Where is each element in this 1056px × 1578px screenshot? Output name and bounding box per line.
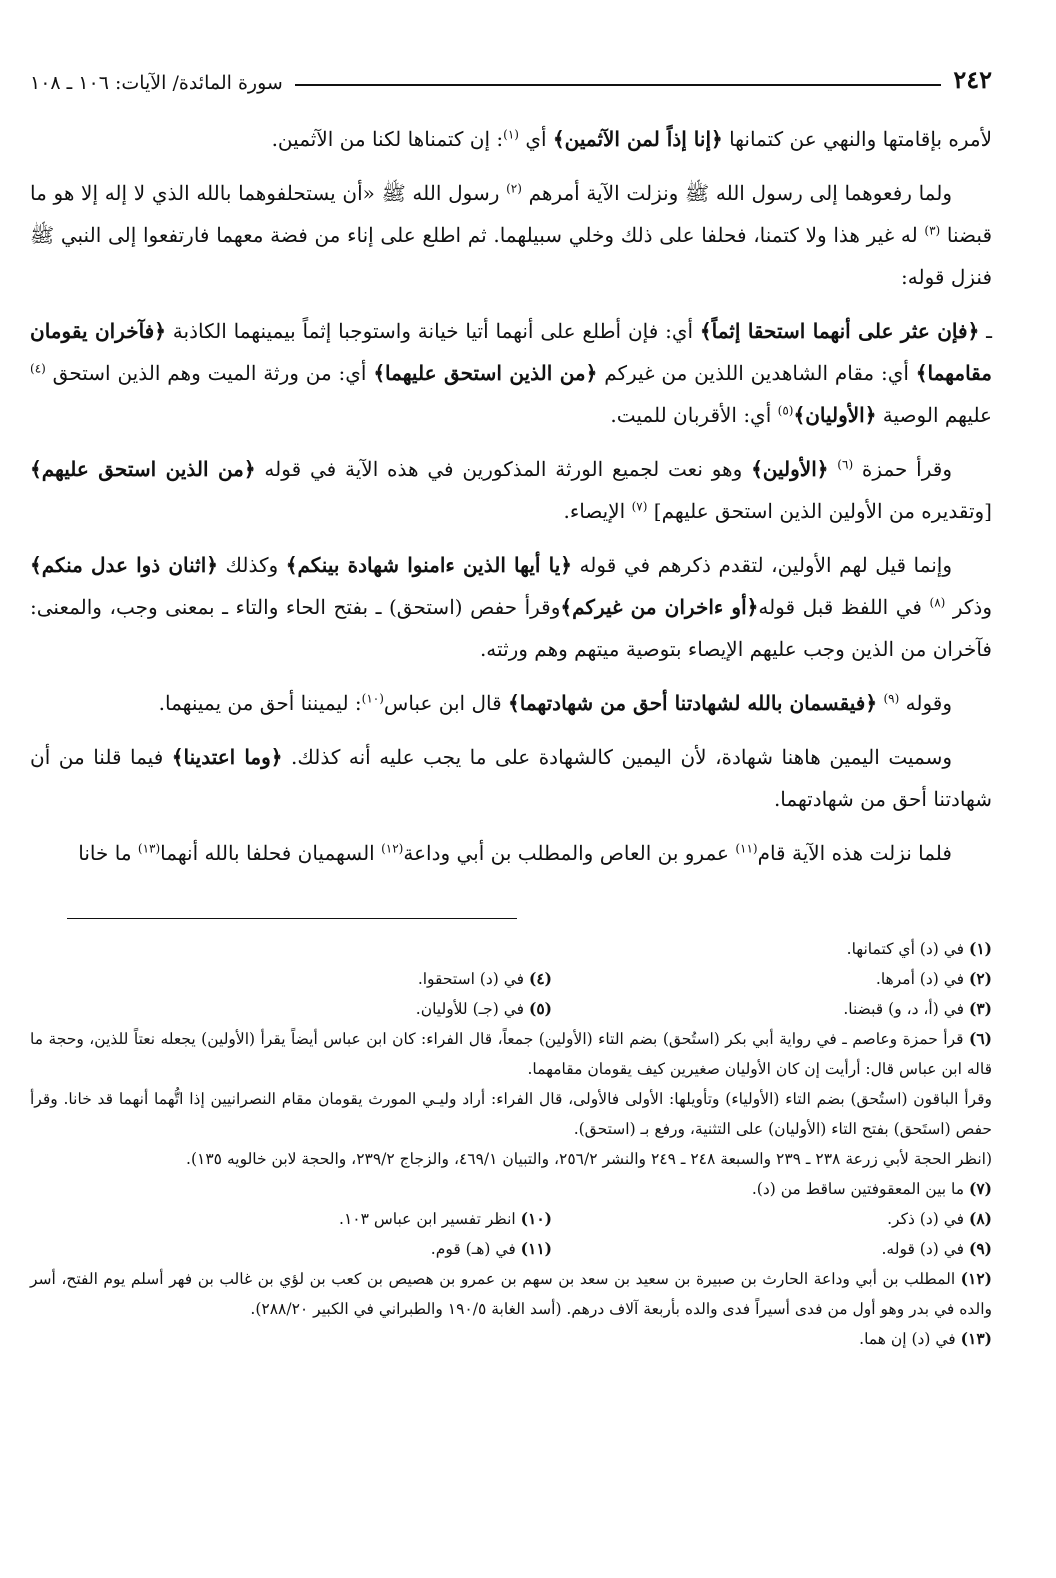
text-run: أي: من ورثة الميت وهم الذين استحق xyxy=(45,361,374,385)
footnote-number: (٥) xyxy=(528,999,552,1018)
footnote-row xyxy=(30,994,992,1024)
footnote-2 xyxy=(552,964,992,994)
quran-quote: ﴿من الذين استحق عليهم﴾ xyxy=(30,457,256,481)
quran-quote: ﴿إنا إذاً لمن الآثمين﴾ xyxy=(552,127,723,151)
footnote-number: (٢) xyxy=(968,969,992,988)
footnote-text: المطلب بن أبي وداعة الحارث بن صبيرة بن سعيد بن سعد بن سهم بن عمرو بن هصيص بن كعب بن لؤي بن غالب بن فهر أسلم يوم الفتح، أسر والده في بدر وهو أول من فدى أسيراً فدى والده بأربعة آلاف درهم. (أسد الغابة ١٩٠/٥ والطبراني في الكبير ٢٨٨/٢٠). xyxy=(30,1270,992,1318)
footnotes xyxy=(30,934,992,1354)
footnote-ref: (١٢) xyxy=(381,841,404,856)
footnote-7 xyxy=(30,1174,992,1204)
text-run: له غير هذا ولا كتمنا، فحلفا على ذلك وخلي سبيلهما. ثم اطلع على إناء من فضة معهما فارتفعوا إلى النبي ﷺ فنزل قوله: xyxy=(30,223,992,289)
text-run: وقرأ حمزة xyxy=(853,457,952,481)
quran-quote: ﴿يا أيها الذين ءامنوا شهادة بينكم﴾ xyxy=(285,553,573,577)
text-run: : ليميننا أحق من يمينهما. xyxy=(158,691,362,715)
footnote-text: انظر تفسير ابن عباس ١٠٣. xyxy=(339,1210,521,1228)
text-run: ما خانا xyxy=(78,841,138,865)
footnote-ref: (١٣) xyxy=(137,841,161,856)
quran-quote: ﴿فيقسمان بالله لشهادتنا أحق من شهادتهما﴾ xyxy=(508,691,878,715)
footnote-11 xyxy=(52,1234,552,1264)
footnote-number: (٣) xyxy=(968,999,992,1018)
text-run: وإنما قيل لهم الأولين، لتقدم ذكرهم في قوله xyxy=(572,553,952,577)
paragraph-1 xyxy=(30,118,992,160)
footnote-ref: (٧) xyxy=(631,499,648,514)
footnote-ref: (١) xyxy=(503,127,519,142)
text-run: أي xyxy=(518,127,553,151)
footnote-text: قرأ حمزة وعاصم ـ في رواية أبي بكر (استُحق) بضم التاء (الأولين) جمعاً، قال الفراء: كان ابن عباس أيضاً يقرأ (الأولين) يجعله نعتاً للذين، وحجة ما قاله ابن عباس قال: أرأيت إن كان الأوليان صغيرين كيف يقومان مقامهما. xyxy=(30,1030,992,1078)
footnote-ref: (٩) xyxy=(883,691,900,706)
footnote-row xyxy=(30,1204,992,1234)
text-run: أي: مقام الشاهدين اللذين من غيركم xyxy=(597,361,916,385)
quran-quote: ﴿من الذين استحق عليهما﴾ xyxy=(373,361,598,385)
footnote-ref: (٦) xyxy=(837,457,854,472)
footnote-6-cont xyxy=(30,1084,992,1144)
text-run: وقرأ حفص (استحق) ـ بفتح الحاء والتاء ـ بمعنى وجب، والمعنى: فآخران من الذين وجب عليهم الإيصاء بتوصية ميتهم وهم ورثته. xyxy=(30,595,992,661)
quran-quote: ﴿فآخران يقومان مقامهما﴾ xyxy=(30,319,993,385)
text-run: ـ xyxy=(979,319,992,343)
paragraph-6 xyxy=(30,682,992,724)
footnote-number: (٧) xyxy=(968,1179,992,1198)
paragraph-8 xyxy=(30,832,992,874)
footnote-text: في (د) ذكر. xyxy=(887,1210,969,1228)
footnote-text: في (د) قوله. xyxy=(881,1240,969,1258)
footnote-8 xyxy=(552,1204,992,1234)
text-run: قال ابن عباس xyxy=(383,691,509,715)
footnote-separator xyxy=(67,918,517,919)
paragraph-2 xyxy=(30,172,992,298)
footnote-text: وقرأ الباقون (استُحق) بضم التاء (الأولياء) وتأويلها: الأولى فالأولى، قال الفراء: أراد وليـي المورث يقومان مقام النصرانيين إذا اتُّهما أنهما قد خانا. وقرأ حفص (استَحق) بفتح التاء (الأوليان) على التثنية، ورفع بـ (استحق). xyxy=(30,1090,992,1138)
text-run: أي: الأقربان للميت. xyxy=(610,403,778,427)
footnote-row xyxy=(30,1234,992,1264)
text-run: وقوله xyxy=(899,691,952,715)
footnote-text: في (د) استحقوا. xyxy=(417,970,529,988)
footnote-12 xyxy=(30,1264,992,1324)
footnote-number: (١١) xyxy=(520,1239,552,1258)
footnote-3 xyxy=(552,994,992,1024)
footnote-ref: (٢) xyxy=(506,181,522,196)
quran-quote: ﴿أو ءاخران من غيركم﴾ xyxy=(560,595,759,619)
text-run: الإيصاء. xyxy=(563,499,632,523)
footnote-text: في (أ، د، و) قبضنا. xyxy=(843,1000,969,1018)
footnote-number: (١٢) xyxy=(960,1269,992,1288)
footnote-text: (انظر الحجة لأبي زرعة ٢٣٨ ـ ٢٣٩ والسبعة ٢٤٨ ـ ٢٤٩ والنشر ٢٥٦/٢، والتبيان ٤٦٩/١، والزجاج ٢٣٩/٢، والحجة لابن خالويه ١٣٥). xyxy=(186,1150,992,1168)
paragraph-5 xyxy=(30,544,992,670)
header-rule xyxy=(295,84,941,86)
running-title: سورة المائدة/ الآيات: ١٠٦ ـ ١٠٨ xyxy=(30,72,283,94)
paragraph-3 xyxy=(30,310,992,436)
footnote-9 xyxy=(552,1234,992,1264)
text-run: فيما قلنا من أن شهادتنا أحق من شهادتهما. xyxy=(30,745,992,811)
footnote-10 xyxy=(52,1204,552,1234)
paragraph-7 xyxy=(30,736,992,820)
main-text xyxy=(30,118,992,886)
footnote-ref: (٥) xyxy=(777,403,794,418)
footnote-text: في (جـ) للأوليان. xyxy=(415,1000,529,1018)
footnote-number: (٦) xyxy=(968,1029,992,1048)
page-header xyxy=(30,62,992,94)
footnote-6-refs xyxy=(30,1144,992,1174)
footnote-ref: (١١) xyxy=(735,841,758,856)
footnote-text: في (هـ) قوم. xyxy=(430,1240,521,1258)
footnote-number: (٨) xyxy=(968,1209,992,1228)
page-number: ٢٤٢ xyxy=(953,65,992,94)
quran-quote: ﴿فإن عثر على أنهما استحقا إثماً﴾ xyxy=(699,319,980,343)
footnote-text: ما بين المعقوفتين ساقط من (د). xyxy=(751,1180,969,1198)
text-run: لأمره بإقامتها والنهي عن كتمانها xyxy=(722,127,992,151)
text-run: في اللفظ قبل قوله xyxy=(758,595,930,619)
text-run: وكذلك xyxy=(218,553,286,577)
text-run: أي: فإن أطلع على أنهما أتيا خيانة واستوجبا إثماً بيمينهما الكاذبة xyxy=(165,319,700,343)
quran-quote: ﴿اثنان ذوا عدل منكم﴾ xyxy=(30,553,219,577)
footnote-6 xyxy=(30,1024,992,1084)
paragraph-4 xyxy=(30,448,992,532)
quran-quote: ﴿وما اعتدينا﴾ xyxy=(171,745,283,769)
footnote-ref: (٣) xyxy=(924,223,941,238)
text-run: عليهم الوصية xyxy=(876,403,992,427)
text-run: : إن كتمناها لكنا من الآثمين. xyxy=(271,127,504,151)
text-run: رسول الله ﷺ «أن يستحلفوهما بالله الذي لا إله إلا هو ما قبضنا xyxy=(30,181,992,247)
text-run: وذكر xyxy=(945,595,992,619)
text-run: عمرو بن العاص والمطلب بن أبي وداعة xyxy=(403,841,736,865)
footnote-4 xyxy=(52,964,552,994)
footnote-1 xyxy=(30,934,992,964)
footnote-ref: (٤) xyxy=(30,361,46,376)
footnote-number: (٩) xyxy=(968,1239,992,1258)
text-run: السهميان فحلفا بالله أنهما xyxy=(160,841,382,865)
footnote-ref: (٨) xyxy=(929,595,946,610)
footnote-text: في (د) أمرها. xyxy=(875,970,969,988)
footnote-number: (١٣) xyxy=(960,1329,992,1348)
text-run: وسميت اليمين هاهنا شهادة، لأن اليمين كالشهادة على ما يجب عليه أنه كذلك. xyxy=(282,745,952,769)
footnote-ref: (١٠) xyxy=(361,691,384,706)
quran-quote: ﴿الأوليان﴾ xyxy=(793,403,877,427)
text-run: وهو نعت لجميع الورثة المذكورين في هذه الآية في قوله xyxy=(255,457,752,481)
footnote-text: في (د) أي كتمانها. xyxy=(846,940,969,958)
footnote-5 xyxy=(52,994,552,1024)
footnote-number: (١٠) xyxy=(520,1209,552,1228)
footnote-13 xyxy=(30,1324,992,1354)
quran-quote: ﴿الأولين﴾ xyxy=(751,457,829,481)
text-run: ولما رفعوهما إلى رسول الله ﷺ ونزلت الآية أمرهم xyxy=(521,181,952,205)
footnote-number: (٤) xyxy=(528,969,552,988)
text-run: [وتقديره من الأولين الذين استحق عليهم] xyxy=(647,499,992,523)
footnote-number: (١) xyxy=(968,939,992,958)
footnote-row xyxy=(30,964,992,994)
footnote-text: في (د) إن هما. xyxy=(859,1330,961,1348)
text-run xyxy=(828,457,837,481)
text-run: فلما نزلت هذه الآية قام xyxy=(757,841,952,865)
